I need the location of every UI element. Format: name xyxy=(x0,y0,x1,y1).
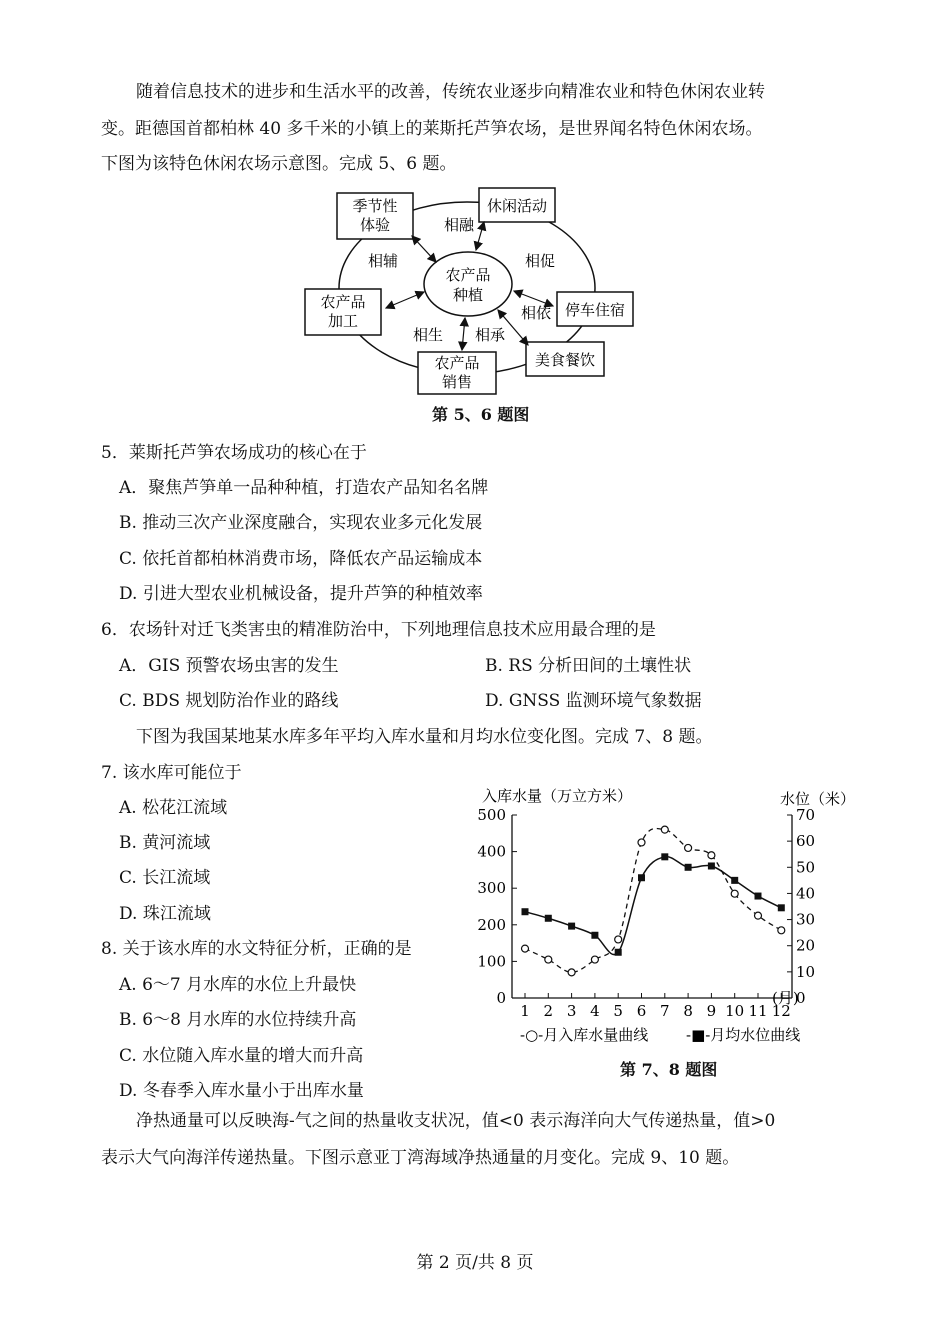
inflow-point xyxy=(545,956,552,963)
level-point xyxy=(545,915,552,922)
x-tick-label: 3 xyxy=(566,1002,577,1020)
q5-stem: 5．莱斯托芦笋农场成功的核心在于 xyxy=(101,443,367,463)
x-tick-label: 4 xyxy=(590,1002,600,1020)
inflow-point xyxy=(568,969,575,976)
diagram-caption: 第 5、6 题图 xyxy=(432,405,530,424)
inflow-point xyxy=(755,912,762,919)
outro-line-2: 表示大气向海洋传递热量。下图示意亚丁湾海域净热通量的月变化。完成 9、10 题。 xyxy=(101,1148,740,1168)
left-tick-label: 400 xyxy=(477,842,506,861)
arrow-leisure xyxy=(476,222,484,250)
x-tick-label: 5 xyxy=(613,1002,623,1020)
intro-line-2: 变。距德国首都柏林 40 多千米的小镇上的莱斯托芦笋农场，是世界闻名特色休闲农场。 xyxy=(101,119,763,139)
series-level-line xyxy=(525,857,781,955)
right-tick-label: 10 xyxy=(796,962,816,981)
intro-line-1: 随着信息技术的进步和生活水平的改善，传统农业逐步向精准农业和特色休闲农业转 xyxy=(136,82,765,102)
level-point xyxy=(778,904,785,911)
arrow-processing xyxy=(386,292,424,308)
intro-line-3: 下图为该特色休闲农场示意图。完成 5、6 题。 xyxy=(101,154,457,174)
x-tick-label: 6 xyxy=(636,1002,647,1020)
level-point xyxy=(638,874,645,881)
box-seasonal-line-1: 季节性 xyxy=(352,197,398,215)
left-axis-title: 入库水量（万立方米） xyxy=(482,787,633,805)
box-parking-label: 停车住宿 xyxy=(564,301,626,319)
level-point xyxy=(568,923,575,930)
inflow-point xyxy=(615,936,622,943)
center-line-1: 农产品 xyxy=(445,266,491,284)
box-processing-line-2: 加工 xyxy=(327,312,359,330)
q5-option-a: A．聚焦芦笋单一品种种植，打造农产品知名名牌 xyxy=(119,478,489,498)
q6-option-c: C. BDS 规划防治作业的路线 xyxy=(119,691,339,711)
reservoir-chart xyxy=(470,780,870,1055)
inflow-point xyxy=(708,852,715,859)
x-tick-label: 9 xyxy=(706,1002,717,1020)
right-tick-label: 0 xyxy=(796,989,806,1007)
rel-xiangyi: 相依 xyxy=(520,304,552,322)
outro-line-1: 净热通量可以反映海-气之间的热量收支状况，值<0 表示海洋向大气传递热量，值>0 xyxy=(136,1111,776,1131)
box-sales-line-2: 销售 xyxy=(441,373,473,391)
q6-stem: 6．农场针对迁飞类害虫的精准防治中，下列地理信息技术应用最合理的是 xyxy=(101,620,656,640)
intro-7-8: 下图为我国某地某水库多年平均入库水量和月均水位变化图。完成 7、8 题。 xyxy=(136,727,713,747)
level-point xyxy=(661,853,668,860)
inflow-point xyxy=(778,927,785,934)
center-line-2: 种植 xyxy=(452,286,484,304)
inflow-point xyxy=(591,956,598,963)
right-tick-label: 70 xyxy=(796,806,816,824)
right-tick-label: 60 xyxy=(796,832,816,851)
chart-caption: 第 7、8 题图 xyxy=(620,1060,718,1079)
level-point xyxy=(755,893,762,900)
arrow-seasonal xyxy=(412,236,436,262)
x-unit-label: (月) xyxy=(772,989,799,1007)
right-tick-label: 40 xyxy=(796,884,816,903)
right-axis-title: 水位（米） xyxy=(780,790,856,808)
inflow-point xyxy=(731,890,738,897)
left-tick-label: 500 xyxy=(477,806,506,824)
center-ellipse xyxy=(424,252,512,316)
box-leisure-label: 休闲活动 xyxy=(486,197,548,215)
q8-stem: 8. 关于该水库的水文特征分析，正确的是 xyxy=(101,939,412,959)
q8-option-c: C. 水位随入库水量的增大而升高 xyxy=(119,1046,364,1066)
q8-option-b: B. 6～8 月水库的水位持续升高 xyxy=(119,1010,357,1030)
rel-xiangcu: 相促 xyxy=(524,252,556,270)
inflow-point xyxy=(661,826,668,833)
inflow-point xyxy=(638,839,645,846)
q7-stem: 7. 该水库可能位于 xyxy=(101,763,242,783)
box-sales-line-1: 农产品 xyxy=(434,354,480,372)
legend-inflow: -○-月入库水量曲线 xyxy=(520,1026,649,1044)
q5-option-b: B. 推动三次产业深度融合，实现农业多元化发展 xyxy=(119,513,483,533)
series-inflow-line xyxy=(525,828,781,972)
left-tick-label: 300 xyxy=(477,879,506,898)
q7-option-c: C. 长江流域 xyxy=(119,868,211,888)
x-tick-label: 8 xyxy=(683,1002,693,1020)
rel-xiangsheng: 相生 xyxy=(412,326,444,344)
level-point xyxy=(731,877,738,884)
q8-option-a: A. 6～7 月水库的水位上升最快 xyxy=(119,975,357,995)
right-tick-label: 30 xyxy=(796,910,816,929)
level-point xyxy=(522,908,529,915)
x-tick-label: 11 xyxy=(748,1002,768,1020)
right-tick-label: 50 xyxy=(796,858,816,877)
left-tick-label: 200 xyxy=(477,915,506,934)
inflow-point xyxy=(522,945,529,952)
q6-option-b: B. RS 分析田间的土壤性状 xyxy=(485,656,692,676)
box-seasonal-line-2: 体验 xyxy=(359,216,391,234)
left-tick-label: 100 xyxy=(477,952,506,971)
x-tick-label: 12 xyxy=(771,1002,791,1020)
farm-diagram xyxy=(290,180,660,400)
box-processing-line-1: 农产品 xyxy=(320,293,366,311)
q6-option-d: D. GNSS 监测环境气象数据 xyxy=(485,691,702,711)
q5-option-c: C. 依托首都柏林消费市场，降低农产品运输成本 xyxy=(119,549,483,569)
q7-option-d: D. 珠江流域 xyxy=(119,904,211,924)
inflow-point xyxy=(685,844,692,851)
x-tick-label: 1 xyxy=(520,1002,530,1020)
x-tick-label: 2 xyxy=(543,1002,554,1020)
arrow-sales xyxy=(462,318,465,350)
level-point xyxy=(708,862,715,869)
legend-level: -■-月均水位曲线 xyxy=(686,1026,801,1044)
right-tick-label: 20 xyxy=(796,936,816,955)
rel-xiangrong: 相融 xyxy=(443,216,475,234)
q8-option-d: D. 冬春季入库水量小于出库水量 xyxy=(119,1081,364,1101)
rel-xiangfu: 相辅 xyxy=(367,252,399,270)
q5-option-d: D. 引进大型农业机械设备，提升芦笋的种植效率 xyxy=(119,584,483,604)
level-point xyxy=(615,949,622,956)
box-food-label: 美食餐饮 xyxy=(534,351,596,369)
page-footer: 第 2 页/共 8 页 xyxy=(416,1253,534,1273)
left-tick-label: 0 xyxy=(496,989,506,1007)
level-point xyxy=(685,864,692,871)
level-point xyxy=(591,932,598,939)
x-tick-label: 10 xyxy=(725,1002,745,1020)
q6-option-a: A．GIS 预警农场虫害的发生 xyxy=(119,656,339,676)
q7-option-b: B. 黄河流域 xyxy=(119,833,211,853)
x-tick-label: 7 xyxy=(660,1002,670,1020)
q7-option-a: A. 松花江流域 xyxy=(119,798,228,818)
rel-xiangcheng: 相承 xyxy=(474,326,506,344)
